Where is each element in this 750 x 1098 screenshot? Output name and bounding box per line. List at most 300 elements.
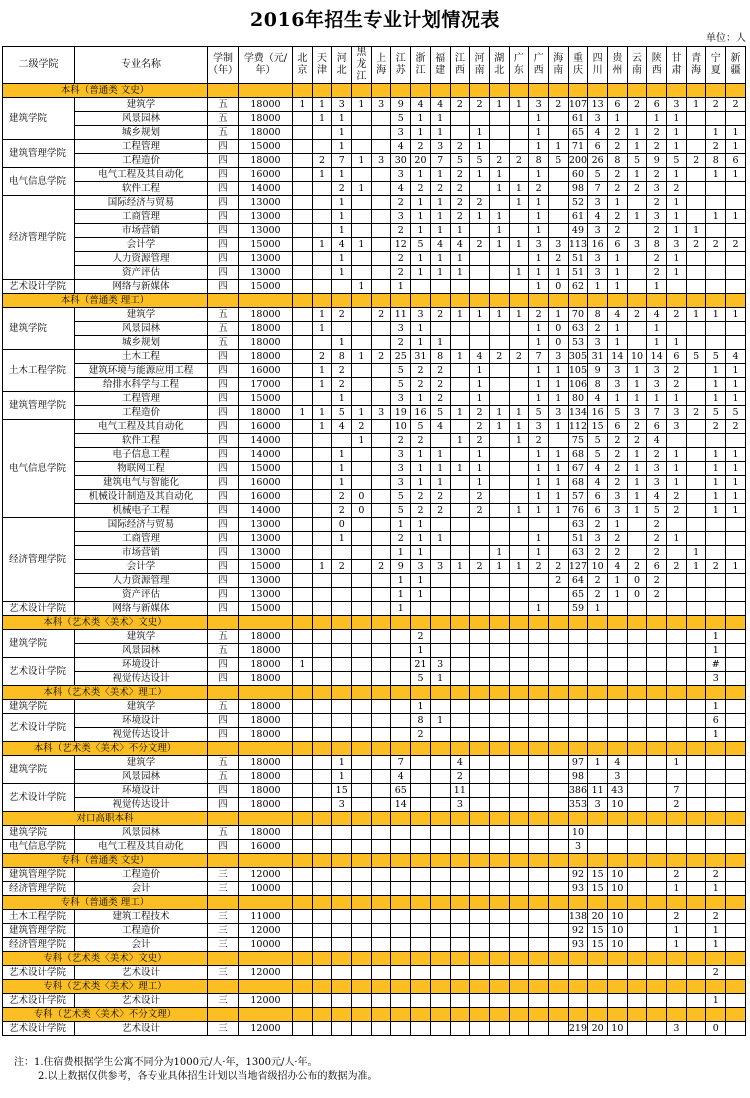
category-fill-cell (312, 1008, 332, 1022)
quota-cell (647, 994, 667, 1008)
fee-cell: 15000 (239, 602, 293, 616)
category-fill-cell (332, 616, 352, 630)
quota-cell: 2 (706, 560, 726, 574)
quota-cell (371, 672, 391, 686)
quota-cell (371, 966, 391, 980)
quota-cell (627, 994, 647, 1008)
quota-cell: 1 (667, 336, 687, 350)
major-cell: 电气工程及其自动化 (75, 168, 208, 182)
category-fill-cell (470, 616, 490, 630)
category-fill-cell (686, 616, 706, 630)
enrollment-plan-table (2, 46, 746, 1036)
quota-cell: 10 (588, 560, 608, 574)
quota-cell (293, 448, 313, 462)
col-header-province: 浙江 (411, 47, 431, 84)
category-fill-cell (371, 616, 391, 630)
quota-cell: 1 (430, 210, 450, 224)
quota-cell (509, 378, 529, 392)
quota-cell: 1 (411, 518, 431, 532)
category-fill-cell (430, 952, 450, 966)
category-fill-cell (647, 812, 667, 826)
quota-cell: 20 (588, 1022, 608, 1036)
major-cell: 工程造价 (75, 406, 208, 420)
college-cell: 电气信息学院 (3, 168, 75, 196)
quota-cell (627, 672, 647, 686)
category-fill-cell (411, 854, 431, 868)
category-fill-cell (588, 1008, 608, 1022)
table-row (3, 882, 746, 896)
quota-cell (312, 924, 332, 938)
quota-cell: 1 (529, 364, 549, 378)
quota-cell: 6 (667, 350, 687, 364)
category-fill-cell (293, 1008, 313, 1022)
duration-cell: 四 (208, 266, 239, 280)
fee-cell: 15000 (239, 238, 293, 252)
quota-cell (371, 322, 391, 336)
quota-cell: 2 (548, 574, 568, 588)
quota-cell: 5 (391, 112, 411, 126)
category-fill-cell (588, 952, 608, 966)
quota-cell: 2 (411, 490, 431, 504)
col-header-province: 广西 (529, 47, 549, 84)
duration-cell: 四 (208, 476, 239, 490)
table-row (3, 476, 746, 490)
quota-cell (332, 700, 352, 714)
quota-cell: 1 (667, 266, 687, 280)
quota-cell: 1 (332, 392, 352, 406)
quota-cell: 8 (706, 154, 726, 168)
quota-cell: 2 (332, 308, 352, 322)
category-fill-cell (706, 686, 726, 700)
quota-cell: 1 (686, 546, 706, 560)
quota-cell: 2 (470, 406, 490, 420)
quota-cell (371, 994, 391, 1008)
quota-cell: 1 (430, 126, 450, 140)
quota-cell: 1 (706, 994, 726, 1008)
quota-cell: 2 (686, 154, 706, 168)
category-fill-cell (608, 84, 628, 98)
quota-cell (411, 938, 431, 952)
major-cell: 工程管理 (75, 140, 208, 154)
quota-cell (548, 868, 568, 882)
quota-cell (470, 938, 490, 952)
quota-cell (430, 938, 450, 952)
category-fill-cell (529, 742, 549, 756)
quota-cell (706, 770, 726, 784)
category-fill-cell (371, 896, 391, 910)
quota-cell (529, 644, 549, 658)
quota-cell: 2 (627, 420, 647, 434)
quota-cell (588, 658, 608, 672)
quota-cell (627, 700, 647, 714)
quota-cell: 1 (489, 182, 509, 196)
quota-cell (312, 266, 332, 280)
quota-cell: 1 (667, 476, 687, 490)
fee-cell: 18000 (239, 728, 293, 742)
quota-cell (470, 910, 490, 924)
category-fill-cell (332, 294, 352, 308)
quota-cell: 1 (312, 112, 332, 126)
quota-cell (726, 714, 746, 728)
quota-cell: 3 (588, 798, 608, 812)
quota-cell: 4 (430, 420, 450, 434)
quota-cell: 3 (391, 126, 411, 140)
table-row (3, 266, 746, 280)
quota-cell: 9 (588, 364, 608, 378)
category-fill-cell (450, 952, 470, 966)
quota-cell (371, 924, 391, 938)
quota-cell: 2 (706, 910, 726, 924)
category-fill-cell (667, 742, 687, 756)
category-fill-cell (529, 616, 549, 630)
quota-cell: 1 (608, 280, 628, 294)
quota-cell (608, 714, 628, 728)
category-fill-cell (529, 980, 549, 994)
category-fill-cell (608, 294, 628, 308)
quota-cell (450, 602, 470, 616)
category-fill-cell (608, 812, 628, 826)
quota-cell (293, 882, 313, 896)
col-header-province: 天津 (312, 47, 332, 84)
quota-cell (509, 658, 529, 672)
quota-cell: 0 (548, 322, 568, 336)
quota-cell (726, 882, 746, 896)
quota-cell: 1 (470, 392, 490, 406)
major-cell: 物联网工程 (75, 462, 208, 476)
table-row (3, 224, 746, 238)
quota-cell (371, 168, 391, 182)
quota-cell: 52 (568, 196, 588, 210)
quota-cell (627, 1022, 647, 1036)
category-fill-cell (706, 952, 726, 966)
quota-cell (726, 588, 746, 602)
quota-cell: 1 (352, 280, 372, 294)
quota-cell: 1 (529, 476, 549, 490)
quota-cell (608, 602, 628, 616)
category-fill-cell (430, 742, 450, 756)
category-fill-cell (726, 294, 746, 308)
table-row (3, 924, 746, 938)
quota-cell (529, 756, 549, 770)
quota-cell: 1 (667, 196, 687, 210)
quota-cell: 1 (332, 756, 352, 770)
quota-cell (726, 112, 746, 126)
quota-cell (726, 840, 746, 854)
duration-cell: 四 (208, 658, 239, 672)
quota-cell (509, 882, 529, 896)
quota-cell: 63 (568, 518, 588, 532)
quota-cell (312, 714, 332, 728)
quota-cell (450, 112, 470, 126)
fee-cell: 18000 (239, 658, 293, 672)
quota-cell: 1 (411, 700, 431, 714)
quota-cell: 3 (667, 1022, 687, 1036)
major-cell: 建筑电气与智能化 (75, 476, 208, 490)
quota-cell: 3 (608, 504, 628, 518)
quota-cell: 20 (588, 910, 608, 924)
quota-cell (548, 672, 568, 686)
category-fill-cell (391, 616, 411, 630)
quota-cell: 1 (411, 546, 431, 560)
quota-cell (726, 1022, 746, 1036)
college-cell: 电气信息学院 (3, 420, 75, 518)
quota-cell (371, 280, 391, 294)
quota-cell (450, 1022, 470, 1036)
quota-cell (293, 196, 313, 210)
quota-cell (529, 910, 549, 924)
category-fill-cell (489, 1008, 509, 1022)
category-fill-cell (352, 952, 372, 966)
quota-cell: 1 (627, 392, 647, 406)
quota-cell (312, 336, 332, 350)
quota-cell: 1 (627, 504, 647, 518)
major-cell: 工程造价 (75, 868, 208, 882)
duration-cell: 四 (208, 518, 239, 532)
category-label: 本科（普通类 理工） (3, 294, 208, 308)
college-cell: 建筑学院 (3, 98, 75, 140)
quota-cell (686, 756, 706, 770)
quota-cell: 4 (588, 476, 608, 490)
quota-cell: 2 (588, 588, 608, 602)
quota-cell (312, 798, 332, 812)
table-row (3, 378, 746, 392)
quota-cell (489, 714, 509, 728)
college-cell: 艺术设计学院 (3, 1022, 75, 1036)
quota-cell (627, 518, 647, 532)
fee-cell: 13000 (239, 518, 293, 532)
quota-cell (371, 602, 391, 616)
quota-cell: 1 (450, 350, 470, 364)
quota-cell: 2 (608, 126, 628, 140)
quota-cell: 5 (391, 378, 411, 392)
college-cell: 经济管理学院 (3, 518, 75, 602)
quota-cell (371, 364, 391, 378)
major-cell: 视觉传达设计 (75, 728, 208, 742)
quota-cell: 1 (312, 308, 332, 322)
quota-cell: 1 (686, 308, 706, 322)
quota-cell (489, 994, 509, 1008)
quota-cell (293, 210, 313, 224)
major-cell: 机械设计制造及其自动化 (75, 490, 208, 504)
category-fill-cell (312, 896, 332, 910)
quota-cell (352, 308, 372, 322)
quota-cell: 4 (588, 462, 608, 476)
quota-cell (548, 1022, 568, 1036)
quota-cell (450, 994, 470, 1008)
category-fill-cell (470, 686, 490, 700)
quota-cell: 1 (686, 560, 706, 574)
quota-cell: 4 (726, 350, 746, 364)
quota-cell (352, 798, 372, 812)
fee-cell: 18000 (239, 350, 293, 364)
quota-cell (548, 700, 568, 714)
quota-cell: 1 (608, 392, 628, 406)
category-fill-cell (548, 896, 568, 910)
quota-cell: 2 (706, 98, 726, 112)
quota-cell (391, 994, 411, 1008)
quota-cell: 1 (332, 196, 352, 210)
quota-cell (489, 336, 509, 350)
category-fill-cell (411, 84, 431, 98)
quota-cell: 2 (548, 98, 568, 112)
major-cell: 会计 (75, 882, 208, 896)
quota-cell (312, 756, 332, 770)
quota-cell (352, 714, 372, 728)
quota-cell: 5 (726, 406, 746, 420)
quota-cell: 1 (430, 196, 450, 210)
quota-cell (470, 602, 490, 616)
category-fill-cell (293, 616, 313, 630)
category-fill-cell (352, 84, 372, 98)
quota-cell: 80 (568, 392, 588, 406)
quota-cell (430, 728, 450, 742)
major-cell: 工商管理 (75, 532, 208, 546)
quota-cell (293, 938, 313, 952)
quota-cell (352, 728, 372, 742)
quota-cell (371, 1022, 391, 1036)
quota-cell: 67 (568, 462, 588, 476)
quota-cell (509, 602, 529, 616)
quota-cell (548, 224, 568, 238)
category-row (3, 854, 746, 868)
quota-cell: 4 (588, 126, 608, 140)
quota-cell: 3 (391, 168, 411, 182)
quota-cell: 2 (627, 182, 647, 196)
category-fill-cell (647, 616, 667, 630)
major-cell: 资产评估 (75, 266, 208, 280)
quota-cell (312, 504, 332, 518)
category-fill-cell (293, 84, 313, 98)
footnote-1: 注：1.住宿费根据学生公寓不同分为1000元/人·年，1300元/人·年。 (14, 1057, 318, 1068)
quota-cell (293, 924, 313, 938)
category-fill-cell (726, 1008, 746, 1022)
quota-cell (470, 784, 490, 798)
college-cell: 建筑学院 (3, 756, 75, 784)
quota-cell (352, 658, 372, 672)
quota-cell (548, 966, 568, 980)
quota-cell (332, 714, 352, 728)
quota-cell (509, 644, 529, 658)
category-fill-cell (529, 896, 549, 910)
quota-cell (293, 966, 313, 980)
quota-cell: 1 (608, 196, 628, 210)
quota-cell (686, 532, 706, 546)
quota-cell (352, 574, 372, 588)
quota-cell: 1 (430, 714, 450, 728)
quota-cell: 1 (529, 462, 549, 476)
quota-cell (608, 658, 628, 672)
category-fill-cell (411, 616, 431, 630)
quota-cell (686, 112, 706, 126)
duration-cell: 四 (208, 504, 239, 518)
quota-cell: 6 (588, 140, 608, 154)
quota-cell (509, 798, 529, 812)
quota-cell (726, 672, 746, 686)
category-fill-cell (548, 616, 568, 630)
quota-cell (391, 700, 411, 714)
quota-cell (686, 476, 706, 490)
col-header-fee: 学费（元/年） (239, 47, 293, 84)
major-cell: 艺术设计 (75, 966, 208, 980)
quota-cell (391, 840, 411, 854)
quota-cell (312, 140, 332, 154)
quota-cell: 1 (726, 476, 746, 490)
duration-cell: 四 (208, 434, 239, 448)
quota-cell: 1 (548, 448, 568, 462)
duration-cell: 五 (208, 308, 239, 322)
quota-cell (489, 140, 509, 154)
quota-cell (706, 602, 726, 616)
quota-cell: 2 (667, 910, 687, 924)
quota-cell (627, 322, 647, 336)
quota-cell (667, 630, 687, 644)
category-fill-cell (312, 742, 332, 756)
quota-cell (391, 868, 411, 882)
table-row (3, 910, 746, 924)
category-fill-cell (293, 294, 313, 308)
category-fill-cell (312, 84, 332, 98)
quota-cell (391, 1022, 411, 1036)
quota-cell (450, 448, 470, 462)
quota-cell: 75 (568, 434, 588, 448)
quota-cell (470, 322, 490, 336)
quota-cell (470, 588, 490, 602)
quota-cell: 1 (529, 504, 549, 518)
fee-cell: 13000 (239, 266, 293, 280)
quota-cell: 3 (391, 210, 411, 224)
quota-cell (726, 770, 746, 784)
quota-cell: 113 (568, 239, 588, 250)
college-cell: 建筑管理学院 (3, 868, 75, 882)
major-cell: 资产评估 (75, 588, 208, 602)
quota-cell (706, 336, 726, 350)
table-header-row (3, 47, 746, 84)
quota-cell (430, 588, 450, 602)
quota-cell (332, 1022, 352, 1036)
category-label: 专科（普通类 理工） (3, 896, 208, 910)
quota-cell: 5 (470, 154, 490, 168)
quota-cell (371, 532, 391, 546)
quota-cell (352, 378, 372, 392)
quota-cell (450, 546, 470, 560)
quota-cell: 1 (509, 182, 529, 196)
category-fill-cell (391, 294, 411, 308)
fee-cell: 13000 (239, 210, 293, 224)
category-row (3, 686, 746, 700)
category-fill-cell (588, 84, 608, 98)
duration-cell: 四 (208, 238, 239, 252)
quota-cell (686, 266, 706, 280)
quota-cell: 25 (391, 350, 411, 364)
col-header-duration: 学制（年） (208, 47, 239, 84)
quota-cell: 1 (489, 210, 509, 224)
category-fill-cell (470, 980, 490, 994)
quota-cell (726, 546, 746, 560)
quota-cell: 112 (568, 421, 588, 432)
category-fill-cell (391, 1008, 411, 1022)
quota-cell: 2 (686, 406, 706, 420)
quota-cell: 2 (391, 336, 411, 350)
fee-cell: 12000 (239, 868, 293, 882)
quota-cell (667, 770, 687, 784)
quota-cell: 3 (608, 378, 628, 392)
quota-cell: 11 (391, 308, 411, 322)
quota-cell: 2 (411, 364, 431, 378)
quota-cell: 15 (588, 882, 608, 896)
quota-cell (686, 770, 706, 784)
major-cell: 会计学 (75, 560, 208, 574)
college-cell: 建筑学院 (3, 826, 75, 840)
